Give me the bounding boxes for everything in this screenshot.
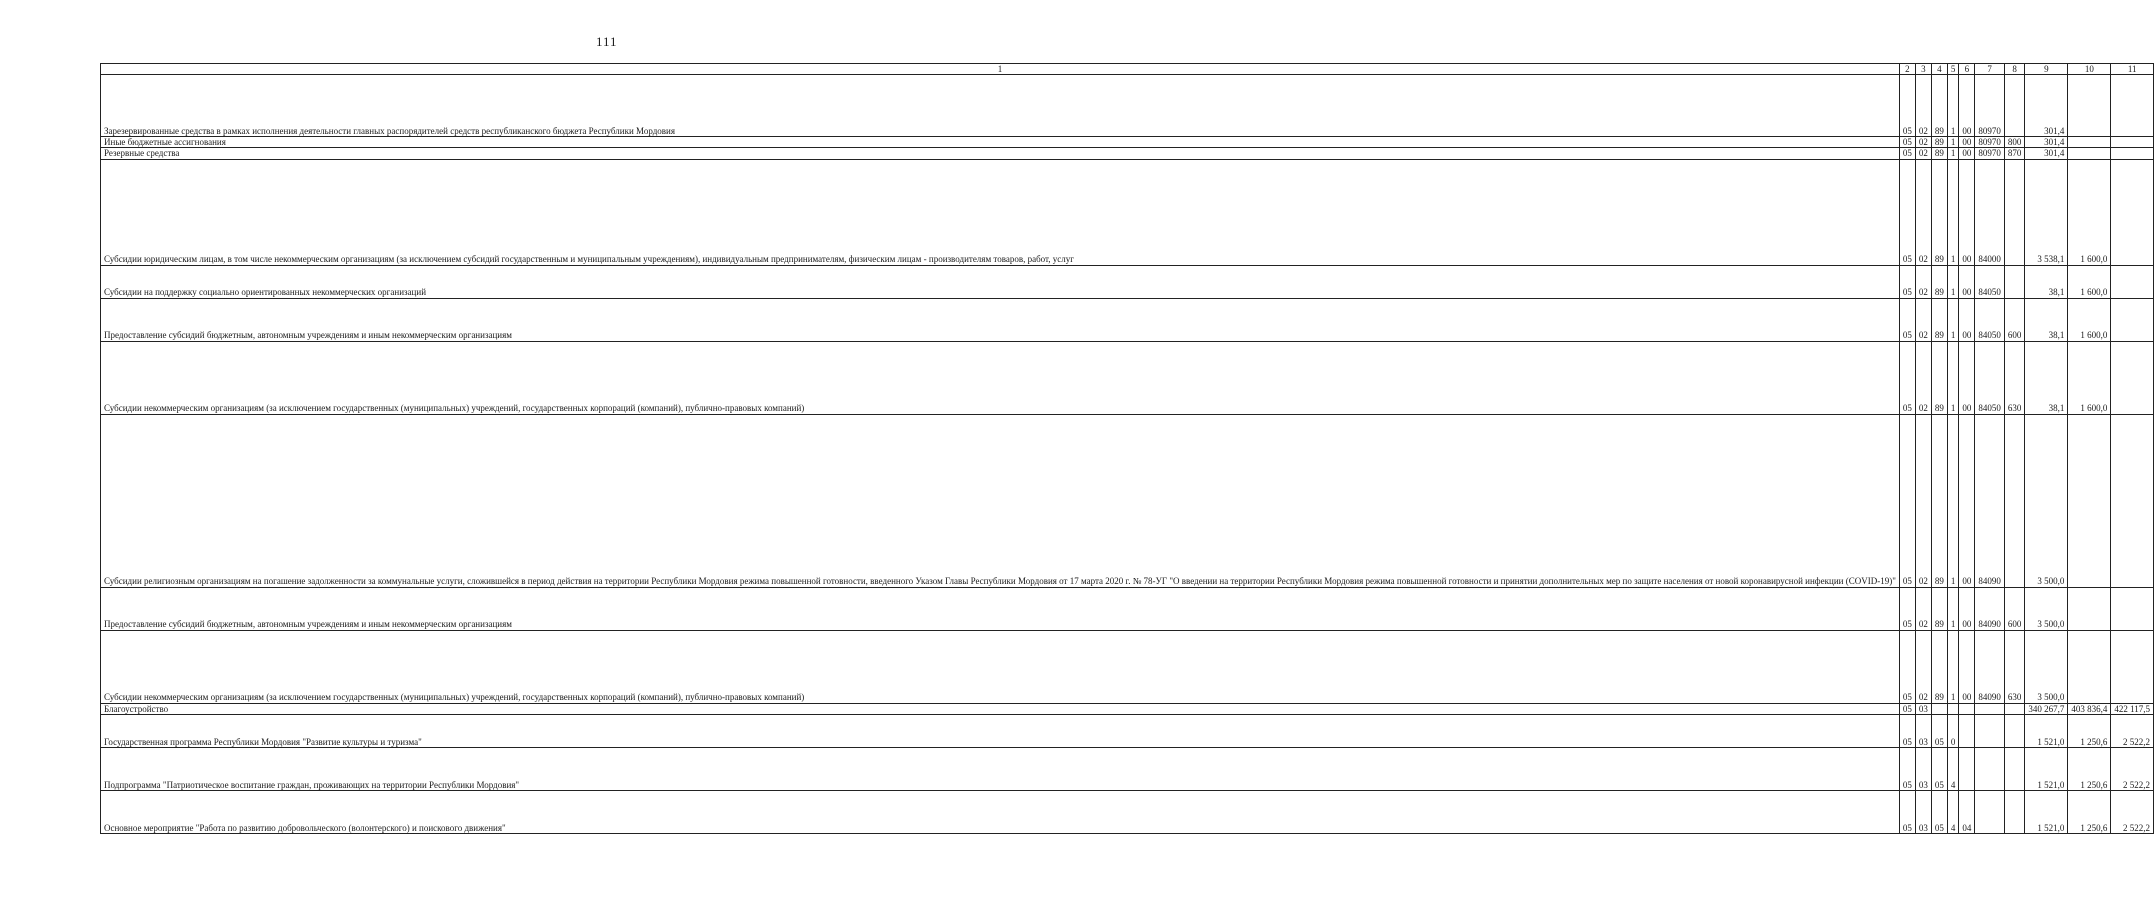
row-name-cell: Основное мероприятие "Работа по развитию добровольческого (волонтерского) и поискового движения" xyxy=(101,790,1900,833)
row-name-cell: Подпрограмма "Патриотическое воспитание граждан, проживающих на территории Республики Мордовия" xyxy=(101,747,1900,790)
row-cell-c11 xyxy=(2111,298,2154,341)
row-cell-c4: 89 xyxy=(1931,414,1947,587)
row-cell-c4: 89 xyxy=(1931,298,1947,341)
row-name-cell: Резервные средства xyxy=(101,148,1900,159)
row-cell-c10: 1 600,0 xyxy=(2068,159,2111,265)
row-cell-c4: 89 xyxy=(1931,341,1947,414)
row-name-cell: Предоставление субсидий бюджетным, автономным учреждениям и иным некоммерческим организациям xyxy=(101,587,1900,630)
row-cell-c11 xyxy=(2111,414,2154,587)
table-row xyxy=(101,159,2154,265)
row-cell-c11 xyxy=(2111,341,2154,414)
row-cell-c6: 00 xyxy=(1959,137,1975,148)
table-row xyxy=(101,747,2154,790)
row-cell-c4 xyxy=(1931,703,1947,714)
row-cell-c11 xyxy=(2111,159,2154,265)
row-cell-c3: 03 xyxy=(1915,703,1931,714)
row-cell-c2: 05 xyxy=(1899,148,1915,159)
row-name-cell: Иные бюджетные ассигнования xyxy=(101,137,1900,148)
row-cell-c11 xyxy=(2111,148,2154,159)
row-cell-c10: 1 600,0 xyxy=(2068,298,2111,341)
row-cell-c9: 1 521,0 xyxy=(2025,747,2068,790)
table-row xyxy=(101,148,2154,159)
row-cell-c6: 00 xyxy=(1959,75,1975,137)
row-cell-c3: 03 xyxy=(1915,790,1931,833)
row-cell-c8: 870 xyxy=(2004,148,2025,159)
row-cell-c9: 301,4 xyxy=(2025,75,2068,137)
row-name-cell: Зарезервированные средства в рамках исполнения деятельности главных распорядителей средств республиканского бюджета Республики Мордовия xyxy=(101,75,1900,137)
row-cell-c8: 600 xyxy=(2004,298,2025,341)
table-row xyxy=(101,75,2154,137)
row-name-cell: Субсидии юридическим лицам, в том числе некоммерческим организациям (за исключением субсидий государственным и муниципальным учреждениям), индивидуальным предпринимателям, физическим лицам - производителям товаров, работ, услуг xyxy=(101,159,1900,265)
row-cell-c9: 38,1 xyxy=(2025,265,2068,298)
row-cell-c7 xyxy=(1975,790,2005,833)
row-name-cell: Субсидии некоммерческим организациям (за исключением государственных (муниципальных) учреждений, государственных корпораций (компаний), публично-правовых компаний) xyxy=(101,341,1900,414)
row-cell-c4: 89 xyxy=(1931,159,1947,265)
row-cell-c8: 630 xyxy=(2004,630,2025,703)
row-cell-c5: 1 xyxy=(1947,341,1959,414)
row-cell-c3: 02 xyxy=(1915,298,1931,341)
row-cell-c7: 84050 xyxy=(1975,298,2005,341)
row-cell-c10: 1 600,0 xyxy=(2068,341,2111,414)
row-cell-c9: 301,4 xyxy=(2025,148,2068,159)
row-cell-c5 xyxy=(1947,703,1959,714)
row-cell-c7: 80970 xyxy=(1975,148,2005,159)
row-cell-c8: 600 xyxy=(2004,587,2025,630)
row-cell-c5: 1 xyxy=(1947,137,1959,148)
row-name-cell: Предоставление субсидий бюджетным, автономным учреждениям и иным некоммерческим организациям xyxy=(101,298,1900,341)
row-cell-c3: 03 xyxy=(1915,747,1931,790)
row-cell-c11: 2 522,2 xyxy=(2111,790,2154,833)
row-cell-c11 xyxy=(2111,75,2154,137)
row-cell-c7: 84090 xyxy=(1975,630,2005,703)
column-header: 8 xyxy=(2004,64,2025,75)
row-name-cell: Субсидии религиозным организациям на погашение задолженности за коммунальные услуги, сложившейся в период действия на территории Республики Мордовия режима повышенной готовности, введенного Указом Главы Республики Мордовия от 17 марта 2020 г. № 78-УГ "О введении на территории Республики Мордовия режима повышенной готовности и принятии дополнительных мер по защите населения от новой коронавирусной инфекции (COVID-19)" xyxy=(101,414,1900,587)
row-cell-c3: 03 xyxy=(1915,714,1931,747)
row-cell-c6 xyxy=(1959,747,1975,790)
row-cell-c5: 0 xyxy=(1947,714,1959,747)
row-cell-c5: 1 xyxy=(1947,414,1959,587)
row-cell-c10 xyxy=(2068,137,2111,148)
row-cell-c8 xyxy=(2004,790,2025,833)
column-header: 10 xyxy=(2068,64,2111,75)
row-cell-c3: 02 xyxy=(1915,587,1931,630)
column-header: 11 xyxy=(2111,64,2154,75)
table-row xyxy=(101,714,2154,747)
table-row xyxy=(101,790,2154,833)
row-cell-c3: 02 xyxy=(1915,75,1931,137)
row-cell-c7: 84090 xyxy=(1975,414,2005,587)
row-cell-c4: 89 xyxy=(1931,587,1947,630)
row-cell-c8 xyxy=(2004,747,2025,790)
row-cell-c6: 04 xyxy=(1959,790,1975,833)
row-cell-c6: 00 xyxy=(1959,159,1975,265)
row-cell-c2: 05 xyxy=(1899,630,1915,703)
row-cell-c9: 3 500,0 xyxy=(2025,587,2068,630)
row-cell-c8 xyxy=(2004,414,2025,587)
row-cell-c2: 05 xyxy=(1899,265,1915,298)
row-cell-c6 xyxy=(1959,714,1975,747)
column-header: 6 xyxy=(1959,64,1975,75)
row-cell-c11 xyxy=(2111,587,2154,630)
row-cell-c4: 05 xyxy=(1931,790,1947,833)
column-header: 9 xyxy=(2025,64,2068,75)
row-cell-c7: 84000 xyxy=(1975,159,2005,265)
row-cell-c7: 84050 xyxy=(1975,341,2005,414)
row-cell-c11 xyxy=(2111,630,2154,703)
column-header: 2 xyxy=(1899,64,1915,75)
row-cell-c9: 1 521,0 xyxy=(2025,790,2068,833)
row-cell-c9: 340 267,7 xyxy=(2025,703,2068,714)
row-name-cell: Субсидии на поддержку социально ориентированных некоммерческих организаций xyxy=(101,265,1900,298)
table-row xyxy=(101,587,2154,630)
column-header: 3 xyxy=(1915,64,1931,75)
row-cell-c5: 1 xyxy=(1947,265,1959,298)
row-cell-c8 xyxy=(2004,159,2025,265)
row-cell-c2: 05 xyxy=(1899,790,1915,833)
row-cell-c5: 1 xyxy=(1947,630,1959,703)
table-header-row xyxy=(101,64,2154,75)
row-cell-c9: 1 521,0 xyxy=(2025,714,2068,747)
row-cell-c2: 05 xyxy=(1899,75,1915,137)
row-cell-c2: 05 xyxy=(1899,587,1915,630)
column-header: 4 xyxy=(1931,64,1947,75)
budget-table xyxy=(100,63,2154,834)
row-cell-c5: 1 xyxy=(1947,148,1959,159)
row-cell-c5: 1 xyxy=(1947,298,1959,341)
row-cell-c5: 4 xyxy=(1947,790,1959,833)
row-cell-c11 xyxy=(2111,265,2154,298)
row-cell-c11 xyxy=(2111,137,2154,148)
row-cell-c2: 05 xyxy=(1899,159,1915,265)
row-cell-c6: 00 xyxy=(1959,630,1975,703)
row-cell-c6: 00 xyxy=(1959,587,1975,630)
row-cell-c11: 2 522,2 xyxy=(2111,714,2154,747)
row-name-cell: Субсидии некоммерческим организациям (за исключением государственных (муниципальных) учреждений, государственных корпораций (компаний), публично-правовых компаний) xyxy=(101,630,1900,703)
row-cell-c7: 84090 xyxy=(1975,587,2005,630)
row-cell-c6: 00 xyxy=(1959,298,1975,341)
row-cell-c6: 00 xyxy=(1959,148,1975,159)
row-cell-c7: 80970 xyxy=(1975,75,2005,137)
row-cell-c8 xyxy=(2004,703,2025,714)
table-row xyxy=(101,703,2154,714)
row-cell-c11: 2 522,2 xyxy=(2111,747,2154,790)
row-cell-c10 xyxy=(2068,630,2111,703)
table-row xyxy=(101,630,2154,703)
row-cell-c2: 05 xyxy=(1899,414,1915,587)
row-cell-c8: 630 xyxy=(2004,341,2025,414)
row-cell-c10 xyxy=(2068,148,2111,159)
table-row xyxy=(101,341,2154,414)
row-cell-c10 xyxy=(2068,414,2111,587)
column-header: 7 xyxy=(1975,64,2005,75)
row-cell-c4: 89 xyxy=(1931,137,1947,148)
row-cell-c7: 84050 xyxy=(1975,265,2005,298)
row-cell-c2: 05 xyxy=(1899,298,1915,341)
row-cell-c9: 38,1 xyxy=(2025,341,2068,414)
table-row xyxy=(101,137,2154,148)
row-cell-c9: 38,1 xyxy=(2025,298,2068,341)
row-cell-c5: 1 xyxy=(1947,159,1959,265)
row-cell-c7 xyxy=(1975,747,2005,790)
row-cell-c9: 3 538,1 xyxy=(2025,159,2068,265)
row-cell-c3: 02 xyxy=(1915,630,1931,703)
column-header: 1 xyxy=(101,64,1900,75)
row-cell-c10: 1 600,0 xyxy=(2068,265,2111,298)
row-cell-c8 xyxy=(2004,714,2025,747)
row-cell-c6: 00 xyxy=(1959,341,1975,414)
row-name-cell: Благоустройство xyxy=(101,703,1900,714)
row-cell-c5: 1 xyxy=(1947,587,1959,630)
row-cell-c5: 4 xyxy=(1947,747,1959,790)
row-cell-c7: 80970 xyxy=(1975,137,2005,148)
row-cell-c7 xyxy=(1975,714,2005,747)
table-row xyxy=(101,414,2154,587)
row-cell-c7 xyxy=(1975,703,2005,714)
row-cell-c4: 89 xyxy=(1931,75,1947,137)
row-cell-c2: 05 xyxy=(1899,703,1915,714)
table-row xyxy=(101,265,2154,298)
row-cell-c10 xyxy=(2068,75,2111,137)
row-cell-c2: 05 xyxy=(1899,137,1915,148)
row-cell-c8 xyxy=(2004,265,2025,298)
row-cell-c4: 89 xyxy=(1931,148,1947,159)
column-header: 5 xyxy=(1947,64,1959,75)
row-cell-c2: 05 xyxy=(1899,714,1915,747)
row-cell-c10: 403 836,4 xyxy=(2068,703,2111,714)
row-cell-c3: 02 xyxy=(1915,341,1931,414)
row-cell-c9: 3 500,0 xyxy=(2025,630,2068,703)
row-cell-c3: 02 xyxy=(1915,159,1931,265)
row-cell-c4: 89 xyxy=(1931,630,1947,703)
row-name-cell: Государственная программа Республики Мордовия "Развитие культуры и туризма" xyxy=(101,714,1900,747)
row-cell-c3: 02 xyxy=(1915,414,1931,587)
row-cell-c10 xyxy=(2068,587,2111,630)
page-number: 111 xyxy=(596,34,618,49)
row-cell-c9: 301,4 xyxy=(2025,137,2068,148)
row-cell-c6 xyxy=(1959,703,1975,714)
row-cell-c9: 3 500,0 xyxy=(2025,414,2068,587)
row-cell-c2: 05 xyxy=(1899,341,1915,414)
row-cell-c6: 00 xyxy=(1959,265,1975,298)
row-cell-c10: 1 250,6 xyxy=(2068,747,2111,790)
row-cell-c6: 00 xyxy=(1959,414,1975,587)
row-cell-c8: 800 xyxy=(2004,137,2025,148)
row-cell-c10: 1 250,6 xyxy=(2068,790,2111,833)
row-cell-c4: 89 xyxy=(1931,265,1947,298)
row-cell-c4: 05 xyxy=(1931,714,1947,747)
row-cell-c3: 02 xyxy=(1915,137,1931,148)
table-row xyxy=(101,298,2154,341)
row-cell-c2: 05 xyxy=(1899,747,1915,790)
row-cell-c3: 02 xyxy=(1915,148,1931,159)
row-cell-c3: 02 xyxy=(1915,265,1931,298)
row-cell-c11: 422 117,5 xyxy=(2111,703,2154,714)
row-cell-c4: 05 xyxy=(1931,747,1947,790)
row-cell-c8 xyxy=(2004,75,2025,137)
row-cell-c10: 1 250,6 xyxy=(2068,714,2111,747)
row-cell-c5: 1 xyxy=(1947,75,1959,137)
